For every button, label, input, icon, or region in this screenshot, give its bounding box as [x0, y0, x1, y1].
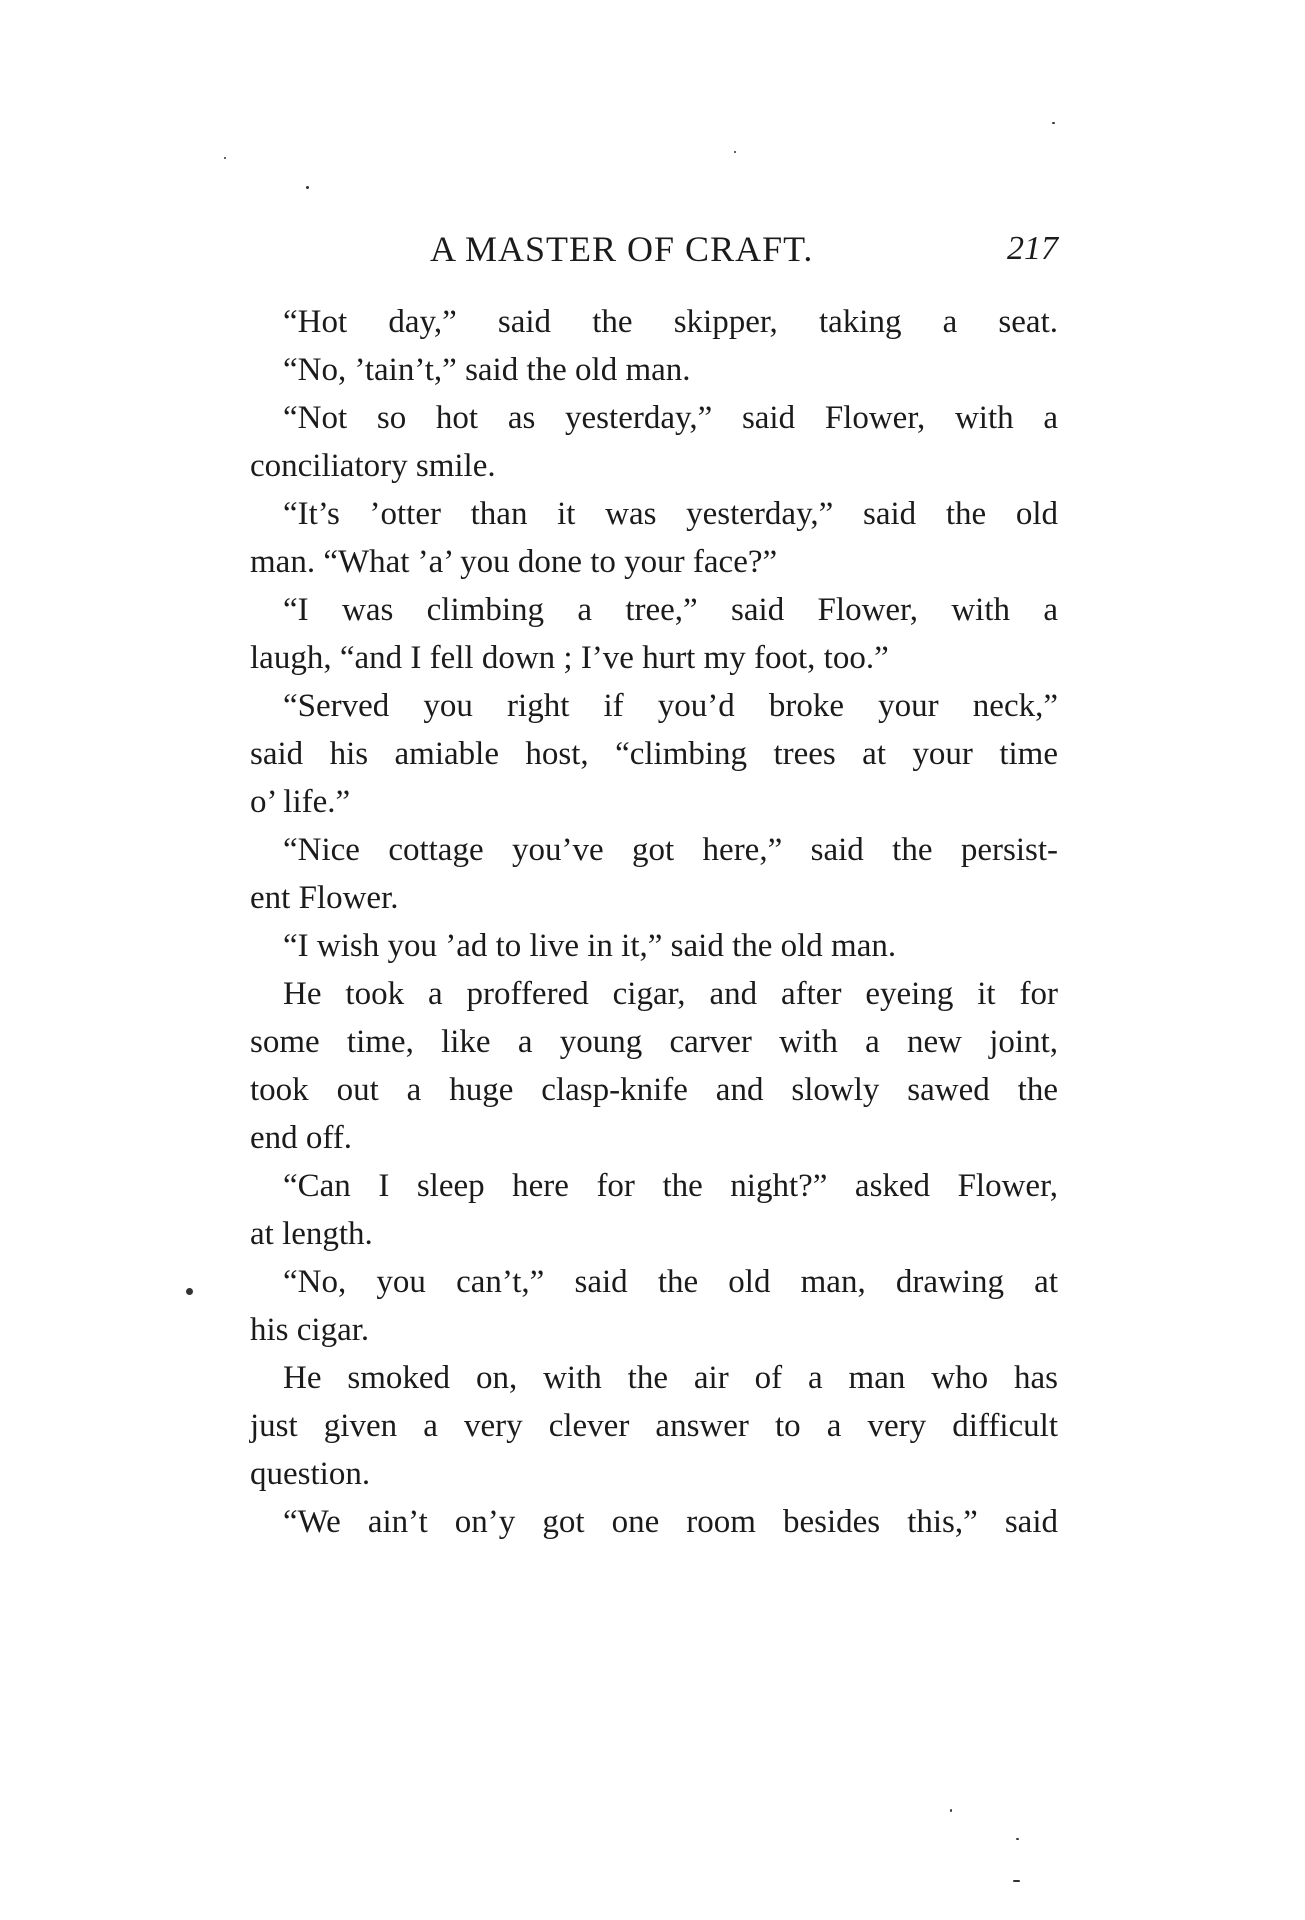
page-header [250, 228, 1058, 278]
scan-speck [306, 186, 309, 189]
scan-speck [950, 1809, 952, 1812]
text-line: “Nice cottage you’ve got here,” said the persist- [283, 832, 1058, 868]
text-line: “No, you can’t,” said the old man, drawing at [283, 1264, 1058, 1300]
scan-speck [186, 1288, 193, 1295]
text-line: laugh, “and I fell down ; I’ve hurt my foot, too.” [250, 640, 889, 676]
scan-speck [1013, 1880, 1020, 1882]
text-line: some time, like a young carver with a new joint, [250, 1024, 1058, 1060]
running-title: A MASTER OF CRAFT. [430, 229, 814, 269]
text-line: “I was climbing a tree,” said Flower, with a [283, 592, 1058, 628]
text-line: ent Flower. [250, 880, 399, 916]
text-line: “It’s ’otter than it was yesterday,” said the old [283, 496, 1058, 532]
scan-speck [734, 151, 736, 153]
text-line: at length. [250, 1216, 373, 1252]
text-line: He took a proffered cigar, and after eyeing it for [283, 976, 1058, 1012]
text-line: “I wish you ’ad to live in it,” said the old man. [283, 928, 897, 964]
text-line: “Can I sleep here for the night?” asked Flower, [283, 1168, 1058, 1204]
text-line: “Hot day,” said the skipper, taking a seat. [283, 304, 1058, 340]
text-line: “We ain’t on’y got one room besides this,” said [283, 1504, 1058, 1540]
body-text [250, 298, 1058, 1546]
page-number: 217 [1007, 230, 1058, 267]
text-line: He smoked on, with the air of a man who has [283, 1360, 1058, 1396]
text-line: question. [250, 1456, 371, 1492]
text-line: “Served you right if you’d broke your neck,” [283, 688, 1058, 724]
text-line: said his amiable host, “climbing trees at your time [250, 736, 1058, 772]
text-line: end off. [250, 1120, 353, 1156]
text-line: took out a huge clasp-knife and slowly sawed the [250, 1072, 1058, 1108]
text-line: conciliatory smile. [250, 448, 496, 484]
text-line: “No, ’tain’t,” said the old man. [283, 352, 691, 388]
scan-speck [1052, 122, 1055, 124]
text-line: his cigar. [250, 1312, 370, 1348]
text-line: just given a very clever answer to a very difficult [250, 1408, 1058, 1444]
text-line: man. “What ’a’ you done to your face?” [250, 544, 778, 580]
text-line: o’ life.” [250, 784, 351, 820]
text-line: “Not so hot as yesterday,” said Flower, with a [283, 400, 1058, 436]
scan-speck [1016, 1838, 1019, 1840]
scan-speck [224, 157, 226, 159]
